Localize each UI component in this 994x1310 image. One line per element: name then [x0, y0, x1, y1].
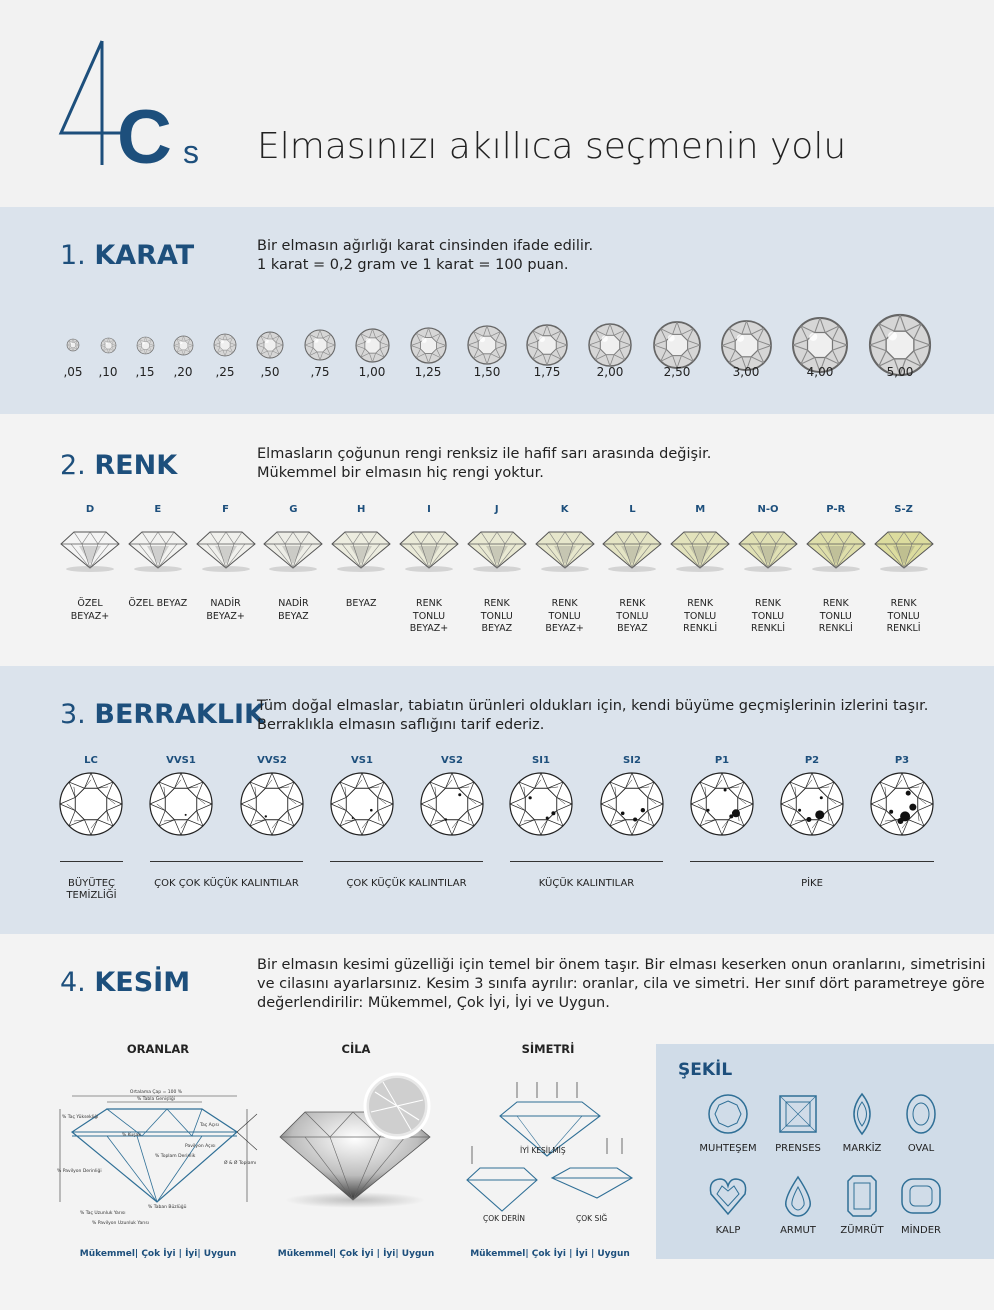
clarity-grade-code: VVS2 [257, 755, 287, 766]
svg-text:Taç Açısı: Taç Açısı [200, 1123, 219, 1128]
shape-3-icon [899, 1092, 943, 1136]
proportions-diagram [52, 1084, 262, 1234]
kesim-section [0, 934, 994, 1310]
karat-size-label: 1,50 [473, 365, 501, 379]
ideal-cut-label: İYİ KESİLMİŞ [520, 1146, 566, 1155]
color-grade-code: L [629, 504, 636, 515]
color-grade-desc: RENK TONLU RENKLİ [683, 598, 718, 634]
kesim-desc [257, 956, 986, 1013]
kesim-desc-line3: değerlendirilir: Mükemmel, Çok İyi, İyi ve Uygun. [257, 995, 610, 1011]
renk-desc-line2: Mükemmel bir elmasın hiç rengi yoktur. [257, 465, 544, 481]
berraklik-desc-line1: Tüm doğal elmaslar, tabiatın ürünleri oldukları için, kendi büyüme geçmişlerinin izlerini taşır. [257, 698, 929, 714]
shapes-panel [656, 1044, 994, 1259]
shape-2-icon [840, 1092, 884, 1136]
clarity-grade-code: P3 [894, 755, 910, 766]
color-diamond-icon [195, 526, 257, 572]
quality-scale-cila: Mükemmel| Çok İyi | İyi| Uygun [277, 1249, 435, 1259]
color-grade-desc: BEYAZ [345, 598, 377, 609]
color-grade-desc: RENK TONLU BEYAZ+ [545, 598, 584, 634]
karat-size-label: 4,00 [806, 365, 834, 379]
karat-size-label: 3,00 [732, 365, 760, 379]
clarity-grade-code: LC [84, 755, 98, 766]
clarity-grade-code: SI2 [623, 755, 641, 766]
karat-gem-icon [172, 334, 195, 357]
karat-size-label: 5,00 [886, 365, 914, 379]
svg-text:% Taban Büzlüğü: % Taban Büzlüğü [148, 1205, 187, 1210]
group-underline [150, 861, 303, 862]
clarity-diagram-icon [868, 770, 936, 838]
color-diamond-icon [262, 526, 324, 572]
clarity-group-p: PİKE [801, 878, 823, 889]
clarity-group-lc: BÜYÜTEÇ TEMİZLİĞİ [66, 878, 117, 901]
shape-label: ZÜMRÜT [840, 1225, 884, 1236]
karat-size-label: ,10 [98, 365, 118, 379]
karat-gem-icon [212, 332, 238, 358]
clarity-grade-code: P2 [804, 755, 820, 766]
color-diamond-icon [466, 526, 528, 572]
simetri-heading: SİMETRİ [521, 1042, 575, 1056]
color-grade-code: M [695, 504, 706, 515]
color-grade-code: S-Z [894, 504, 913, 515]
renk-desc [257, 445, 711, 483]
header [0, 0, 994, 205]
clarity-diagram-icon [418, 770, 486, 838]
renk-title: 2. RENK [60, 450, 178, 481]
group-underline [330, 861, 483, 862]
color-diamond-icon [330, 526, 392, 572]
color-grade-code: I [427, 504, 431, 515]
karat-size-label: ,25 [215, 365, 235, 379]
karat-desc-line1: Bir elmasın ağırlığı karat cinsinden ifade edilir. [257, 238, 594, 254]
karat-gem-icon [255, 330, 285, 360]
karat-desc [257, 237, 593, 275]
kesim-title: 4. KESİM [60, 967, 191, 998]
svg-text:Pavilyon Açısı: Pavilyon Açısı [185, 1144, 216, 1149]
svg-text:C: C [117, 95, 172, 175]
shape-label: ARMUT [780, 1225, 816, 1236]
kesim-desc-line1: Bir elmasın kesimi güzelliği için temel bir önem taşır. Bir elması keserken onun oranlarını, simetrisini [257, 957, 986, 973]
color-grade-desc: RENK TONLU RENKLİ [886, 598, 921, 634]
shape-label: MARKİZ [842, 1143, 882, 1154]
color-grade-desc: RENK TONLU BEYAZ+ [409, 598, 449, 634]
karat-size-label: ,75 [310, 365, 330, 379]
karat-size-label: 1,25 [414, 365, 442, 379]
karat-gem-icon [587, 322, 633, 368]
svg-text:% Kuşak: % Kuşak [122, 1133, 141, 1138]
karat-gem-icon [303, 328, 337, 362]
color-diamond-icon [601, 526, 663, 572]
svg-text:% Tabla Genişliği: % Tabla Genişliği [136, 1097, 176, 1102]
color-grade-code: P-R [826, 504, 846, 515]
logo-4cs [55, 35, 215, 175]
color-grade-code: G [289, 504, 298, 515]
group-underline [510, 861, 663, 862]
karat-gem-icon [466, 324, 508, 366]
quality-scale-oranlar: Mükemmel| Çok İyi | İyi| Uygun [79, 1249, 237, 1259]
karat-size-label: ,05 [63, 365, 83, 379]
svg-text:% Pavilyon Uzunluk Yarısı: % Pavilyon Uzunluk Yarısı [92, 1221, 149, 1226]
clarity-grade-code: VS2 [441, 755, 463, 766]
shape-4-icon [706, 1174, 750, 1218]
group-underline [690, 861, 934, 862]
karat-section [0, 207, 994, 414]
color-grade-desc: RENK TONLU BEYAZ [616, 598, 649, 634]
svg-text:% Taç Uzunluk Yarısı: % Taç Uzunluk Yarısı [80, 1211, 126, 1216]
svg-text:s: s [183, 134, 199, 170]
clarity-grade-code: P1 [714, 755, 730, 766]
clarity-group-si: KÜÇÜK KALINTILAR [538, 878, 635, 889]
shape-label: KALP [715, 1225, 741, 1236]
color-grade-code: D [85, 504, 95, 515]
color-diamond-icon [805, 526, 867, 572]
color-diamond-icon [534, 526, 596, 572]
clarity-grade-code: VVS1 [166, 755, 196, 766]
shape-1-icon [776, 1092, 820, 1136]
svg-text:Ø & Ø Toplamı: Ø & Ø Toplamı [224, 1161, 257, 1166]
clarity-grade-code: SI1 [532, 755, 550, 766]
svg-text:% Toplam Derinlik: % Toplam Derinlik [155, 1154, 196, 1159]
clarity-diagram-icon [238, 770, 306, 838]
shape-5-icon [776, 1174, 820, 1218]
color-diamond-icon [873, 526, 935, 572]
karat-size-label: 1,75 [533, 365, 561, 379]
color-grade-desc: RENK TONLU RENKLİ [750, 598, 786, 634]
berraklik-desc-line2: Berraklıkla elmasın saflığını tarif ederiz. [257, 717, 545, 733]
clarity-diagram-icon [507, 770, 575, 838]
polish-diamond-image [275, 1072, 440, 1212]
color-grade-code: K [560, 504, 569, 515]
karat-size-label: ,20 [173, 365, 193, 379]
clarity-diagram-icon [57, 770, 125, 838]
karat-size-label: 1,00 [358, 365, 386, 379]
clarity-diagram-icon [328, 770, 396, 838]
renk-section [0, 414, 994, 666]
karat-size-label: 2,50 [663, 365, 691, 379]
cila-heading: CİLA [341, 1042, 371, 1056]
color-grade-desc: ÖZEL BEYAZ+ [70, 598, 110, 622]
color-diamond-icon [127, 526, 189, 572]
kesim-desc-line2: ve cilasını ayarlarsınız. Kesim 3 sınıfa ayrılır: oranlar, cila ve simetri. Her sınıf dört parametreye göre [257, 976, 985, 992]
color-grade-desc: RENK TONLU BEYAZ [480, 598, 513, 634]
oranlar-heading: ORANLAR [126, 1042, 190, 1056]
clarity-diagram-icon [778, 770, 846, 838]
clarity-grade-code: VS1 [351, 755, 373, 766]
shape-0-icon [706, 1092, 750, 1136]
karat-gem-icon [135, 335, 156, 356]
karat-gem-icon [99, 336, 118, 355]
svg-text:% Pavilyon Derinliği: % Pavilyon Derinliği [57, 1169, 102, 1174]
karat-size-label: ,15 [135, 365, 155, 379]
shape-label: OVAL [907, 1143, 935, 1154]
clarity-diagram-icon [688, 770, 756, 838]
color-diamond-icon [59, 526, 121, 572]
color-grade-desc: NADİR BEYAZ [278, 598, 309, 622]
color-grade-code: J [494, 504, 499, 515]
clarity-diagram-icon [598, 770, 666, 838]
shape-label: PRENSES [775, 1143, 821, 1154]
karat-title: 1. KARAT [60, 240, 195, 271]
clarity-group-vvs: ÇOK ÇOK KÜÇÜK KALINTILAR [154, 878, 299, 889]
karat-gem-icon [65, 337, 81, 353]
color-grade-code: N-O [757, 504, 779, 515]
shallow-cut-label: ÇOK SIĞ [576, 1214, 608, 1223]
color-grade-desc: NADİR BEYAZ+ [206, 598, 245, 622]
sekil-heading: ŞEKİL [678, 1060, 733, 1080]
karat-gem-icon [409, 326, 448, 365]
renk-desc-line1: Elmasların çoğunun rengi renksiz ile hafif sarı arasında değişir. [257, 446, 712, 462]
svg-text:Ortalama Çap = 100 %: Ortalama Çap = 100 % [129, 1090, 183, 1095]
berraklik-section [0, 666, 994, 934]
berraklik-title: 3. BERRAKLIK [60, 699, 265, 730]
karat-gem-icon [525, 323, 569, 367]
group-underline [60, 861, 123, 862]
shape-label: MİNDER [900, 1225, 942, 1236]
svg-text:% Taç Yüksekliği: % Taç Yüksekliği [62, 1115, 99, 1120]
color-grade-code: E [154, 504, 162, 515]
karat-desc-line2: 1 karat = 0,2 gram ve 1 karat = 100 puan. [257, 257, 569, 273]
color-grade-desc: ÖZEL BEYAZ [128, 598, 188, 609]
karat-gem-icon [354, 327, 391, 364]
color-grade-desc: RENK TONLU RENKLİ [818, 598, 853, 634]
shape-7-icon [899, 1174, 943, 1218]
shape-6-icon [840, 1174, 884, 1218]
color-grade-code: H [357, 504, 366, 515]
symmetry-diagram [462, 1076, 642, 1236]
clarity-group-vs: ÇOK KÜÇÜK KALINTILAR [346, 878, 467, 889]
berraklik-desc [257, 697, 928, 735]
shape-label: MUHTEŞEM [699, 1143, 757, 1154]
color-grade-code: F [222, 504, 230, 515]
color-diamond-icon [737, 526, 799, 572]
karat-gem-icon [652, 320, 702, 370]
karat-size-label: ,50 [260, 365, 280, 379]
color-diamond-icon [398, 526, 460, 572]
quality-scale-simetri: Mükemmel| Çok İyi | İyi | Uygun [470, 1249, 630, 1259]
karat-size-label: 2,00 [596, 365, 624, 379]
color-diamond-icon [669, 526, 731, 572]
tagline: Elmasınızı akıllıca seçmenin yolu [257, 126, 847, 167]
clarity-diagram-icon [147, 770, 215, 838]
karat-gem-icon [720, 319, 773, 372]
deep-cut-label: ÇOK DERİN [483, 1214, 525, 1223]
